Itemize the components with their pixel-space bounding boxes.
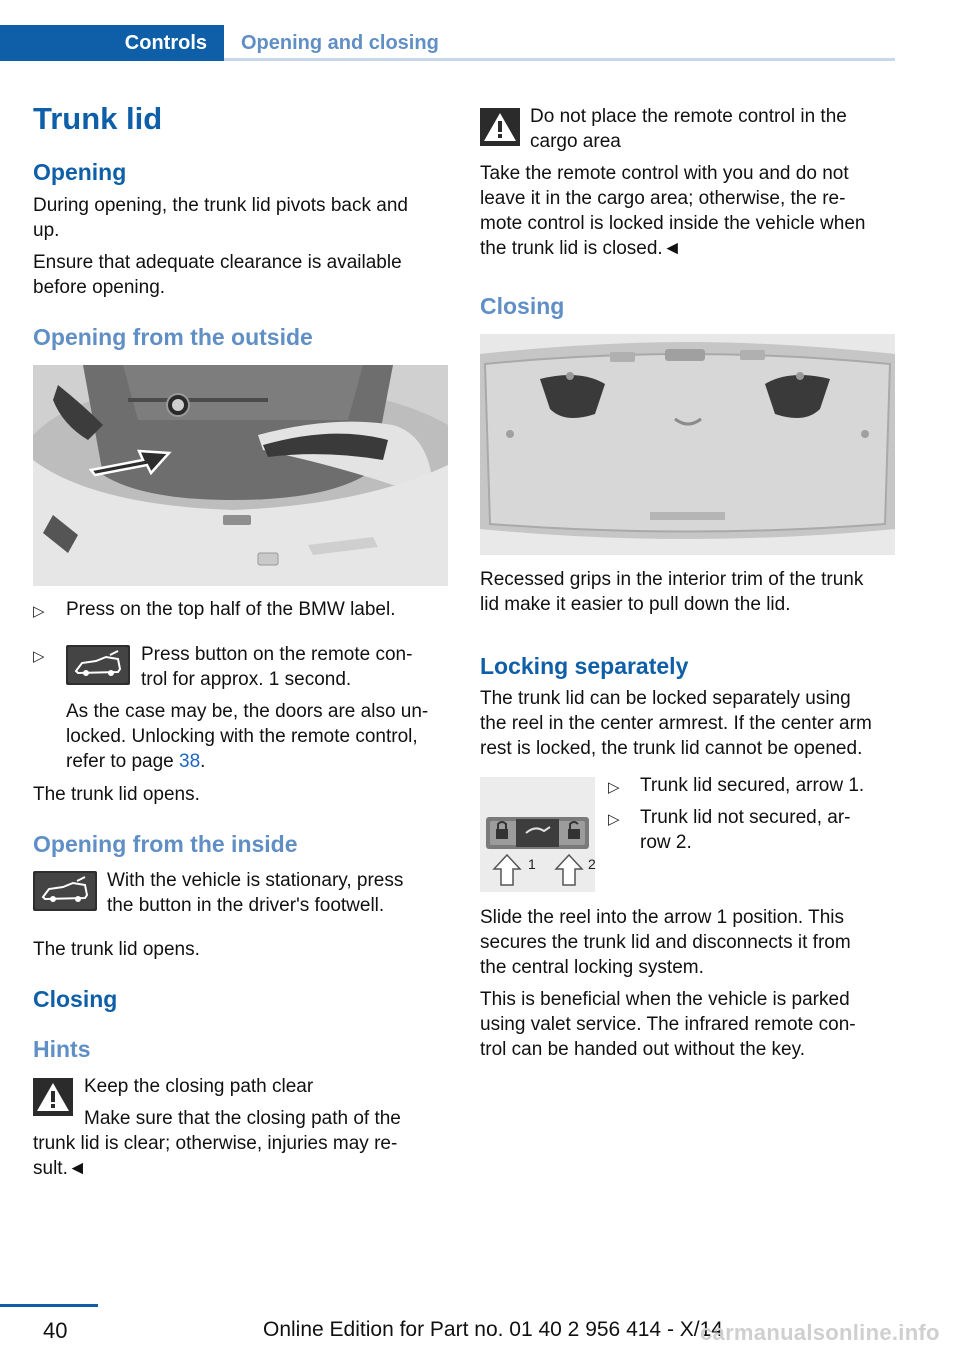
benefit-text-line: This is beneficial when the vehicle is parked	[480, 989, 850, 1010]
opening-text-line: During opening, the trunk lid pivots back and	[33, 195, 408, 216]
opens-text: The trunk lid opens.	[33, 939, 200, 960]
section-tab: Controls	[0, 25, 224, 61]
slide-text-line: the central locking system.	[480, 957, 704, 978]
ref-text: .	[200, 751, 206, 772]
arrow-1-label: 1	[528, 856, 536, 872]
locking-text-line: The trunk lid can be locked separately using	[480, 688, 851, 709]
trunk-interior-image	[480, 334, 895, 555]
closing-heading: Closing	[33, 986, 118, 1012]
warning-icon	[480, 108, 520, 146]
inside-text-line: With the vehicle is stationary, press	[107, 870, 404, 891]
warning-text-line: mote control is locked inside the vehicle when	[480, 213, 866, 234]
bullet-marker: ▷	[33, 603, 45, 620]
doors-text-line	[66, 749, 205, 774]
opening-text-line: up.	[33, 220, 60, 241]
doors-text-line: locked. Unlocking with the remote control,	[66, 726, 418, 747]
warning-text-line: the trunk lid is closed.◄	[480, 238, 682, 259]
trunk-button-icon	[66, 645, 130, 685]
benefit-text-line: using valet service. The infrared remote con‐	[480, 1014, 856, 1035]
header-rule	[224, 58, 895, 61]
grips-text-line: lid make it easier to pull down the lid.	[480, 594, 791, 615]
locking-text-line: the reel in the center armrest. If the center arm	[480, 713, 872, 734]
warning-title: Do not place the remote control in the	[530, 106, 847, 127]
locking-text-line: rest is locked, the trunk lid cannot be opened.	[480, 738, 863, 759]
doors-text-line: As the case may be, the doors are also un‐	[66, 701, 429, 722]
locking-heading: Locking separately	[480, 653, 689, 679]
bullet-text: trol for approx. 1 second.	[141, 669, 352, 690]
warning-text-line: Take the remote control with you and do not	[480, 163, 849, 184]
warning-icon	[33, 1078, 73, 1116]
page-title: Trunk lid	[33, 101, 163, 136]
subsection-label: Opening and closing	[241, 32, 439, 54]
bullet-marker: ▷	[33, 648, 45, 665]
clearance-text-line: before opening.	[33, 277, 166, 298]
bullet-marker: ▷	[608, 779, 620, 796]
ref-text: refer to page	[66, 751, 180, 772]
trunk-button-icon	[33, 871, 97, 911]
watermark: carmanualsonline.info	[700, 1320, 940, 1345]
bullet-text: Press on the top half of the BMW label.	[66, 599, 396, 620]
warning-title: Keep the closing path clear	[84, 1076, 314, 1097]
bullet-text: Press button on the remote con‐	[141, 644, 413, 665]
warning-text-line: Make sure that the closing path of the	[84, 1108, 401, 1129]
slide-text-line: Slide the reel into the arrow 1 position. This	[480, 907, 845, 928]
opens-text: The trunk lid opens.	[33, 784, 200, 805]
hints-heading: Hints	[33, 1036, 91, 1062]
opening-heading: Opening	[33, 159, 127, 185]
bullet-text: row 2.	[640, 832, 692, 853]
car-rear-image	[33, 365, 448, 586]
warning-text-line: sult.◄	[33, 1158, 87, 1179]
bullet-text: Trunk lid not secured, ar‐	[640, 807, 851, 828]
page-number: 40	[43, 1318, 68, 1343]
bullet-marker: ▷	[608, 811, 620, 828]
warning-text-line: trunk lid is clear; otherwise, injuries may re‐	[33, 1133, 398, 1154]
clearance-text-line: Ensure that adequate clearance is available	[33, 252, 402, 273]
arrow-2-label: 2	[588, 856, 596, 872]
grips-text-line: Recessed grips in the interior trim of the trunk	[480, 569, 864, 590]
slide-text-line: secures the trunk lid and disconnects it from	[480, 932, 851, 953]
closing-subheading: Closing	[480, 293, 565, 319]
inside-text-line: the button in the driver's footwell.	[107, 895, 385, 916]
benefit-text-line: trol can be handed out without the key.	[480, 1039, 805, 1060]
page-header	[0, 25, 895, 62]
reel-lock-image	[480, 777, 595, 892]
edition-text: Online Edition for Part no. 01 40 2 956 414 - X/14	[263, 1318, 723, 1341]
bullet-text: Trunk lid secured, arrow 1.	[640, 775, 865, 796]
warning-text-line: leave it in the cargo area; otherwise, the re‐	[480, 188, 846, 209]
warning-title: cargo area	[530, 131, 621, 152]
page-link[interactable]: 38	[179, 751, 201, 772]
outside-heading: Opening from the outside	[33, 324, 313, 350]
footer-rule	[0, 1304, 98, 1307]
inside-heading: Opening from the inside	[33, 831, 298, 857]
